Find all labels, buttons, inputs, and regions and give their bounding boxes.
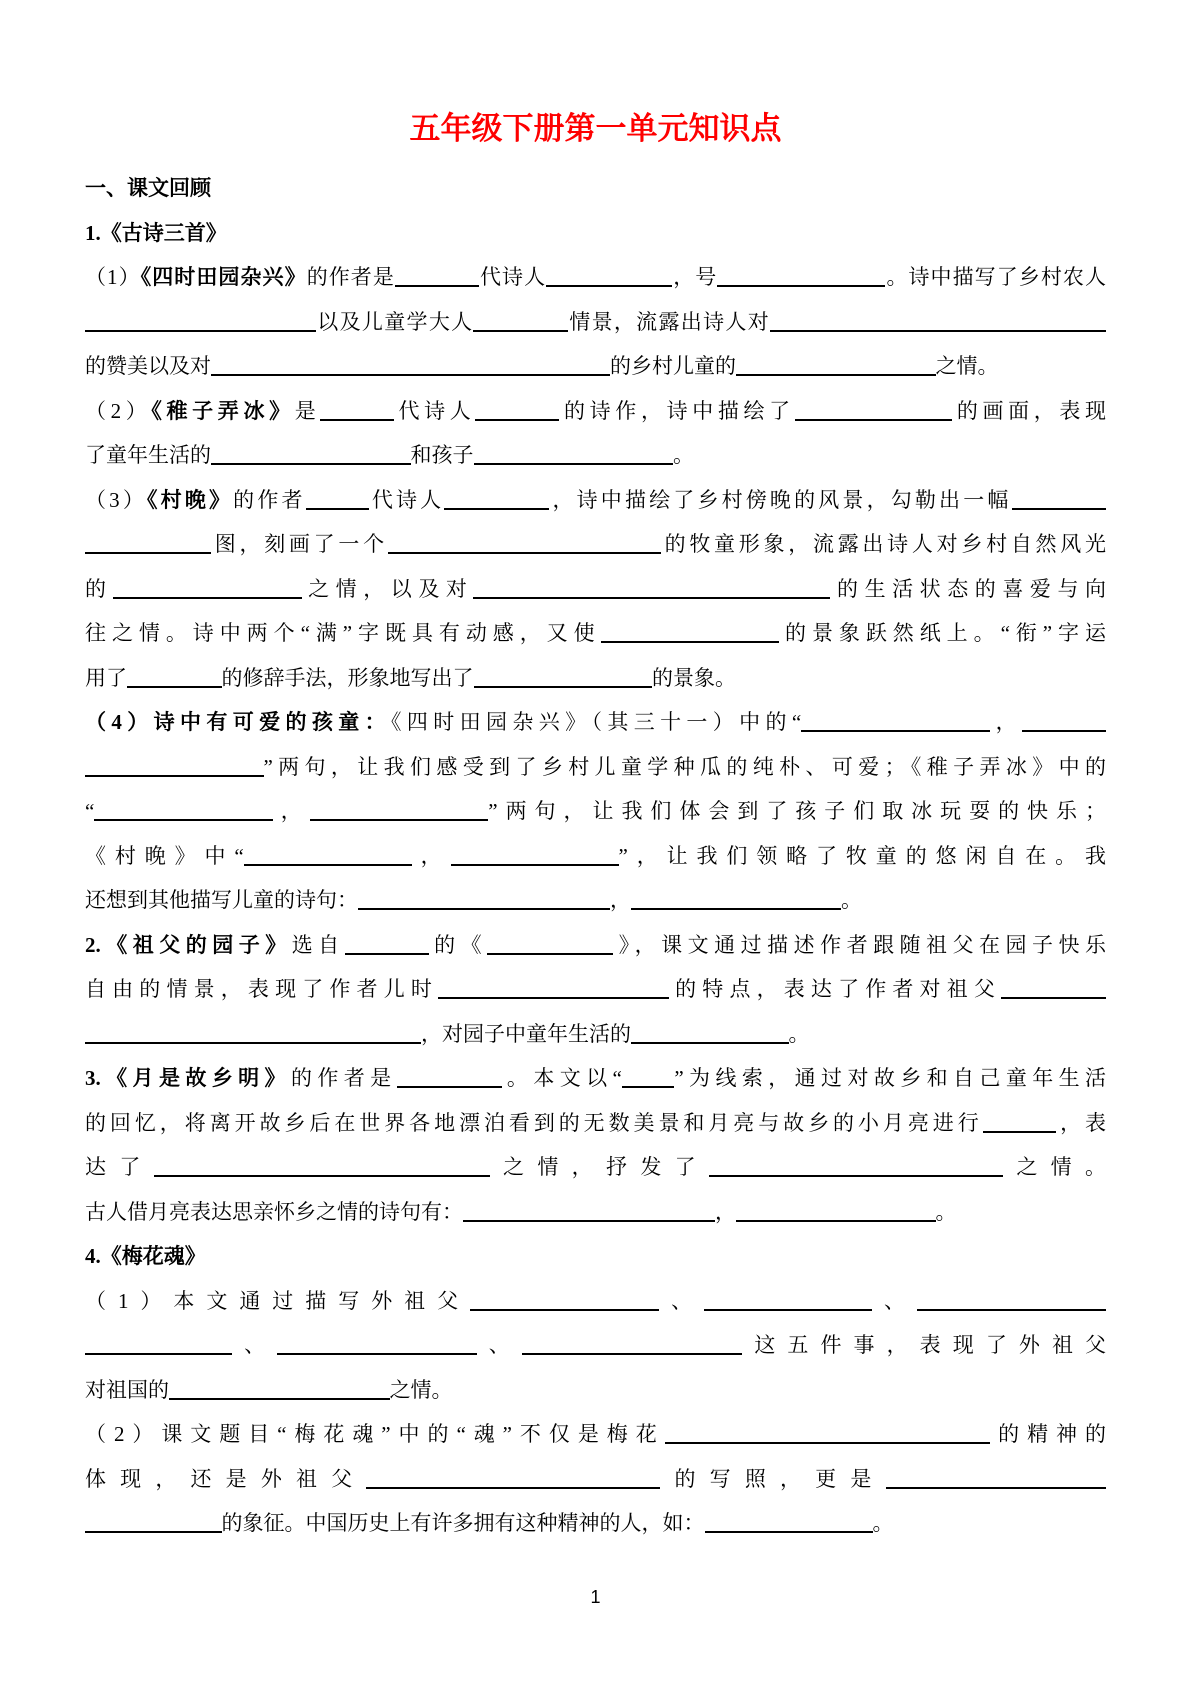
blank-underline: [463, 1220, 715, 1222]
text-run: ”两句，让我们体会到了孩子们取冰玩耍的快乐；: [488, 799, 1106, 823]
blank-underline: [770, 330, 1106, 332]
blank-underline: [244, 864, 412, 866]
text-run: 的精神的: [990, 1422, 1106, 1446]
text-run: ”两句，让我们感受到了乡村儿童学种瓜的纯朴、可爱；《稚子弄冰》中的: [263, 754, 1106, 779]
document-title: 五年级下册第一单元知识点: [409, 111, 782, 146]
document-line: [85, 1501, 1106, 1546]
text-run: 的特点，表达了作者对祖父: [669, 977, 1001, 1001]
page-number: 1: [590, 1587, 601, 1607]
document-line: [85, 1368, 1106, 1413]
blank-underline: [705, 1531, 873, 1533]
blank-underline: [169, 1398, 390, 1400]
blank-underline: [473, 330, 568, 332]
text-run: 《四时田园杂兴》: [140, 265, 307, 289]
text-run: 体现，还是外祖父: [85, 1466, 367, 1491]
text-run: ”为线索，通过对故乡和自己童年生活: [674, 1066, 1106, 1090]
text-run: 达了: [85, 1155, 154, 1179]
text-run: （3）: [85, 487, 147, 512]
text-run: 的画面，表现: [952, 398, 1106, 423]
text-run: 的修辞手法，形象地写出了: [221, 665, 474, 690]
blank-underline: [154, 1175, 490, 1177]
text-run: 2.《祖父的园子》: [85, 932, 292, 957]
document-body: [85, 166, 1106, 1546]
text-run: 以及儿童学大人: [316, 309, 474, 334]
text-run: 的乡村儿童的: [610, 354, 736, 378]
document-line: [85, 967, 1106, 1012]
blank-underline: [85, 775, 264, 777]
blank-underline: [438, 997, 669, 999]
document-line: [85, 1056, 1106, 1101]
blank-underline: [358, 908, 610, 910]
text-run: ，表: [1056, 1110, 1106, 1135]
blank-underline: [320, 419, 394, 421]
text-run: 这五件事，表现了外祖父: [742, 1333, 1106, 1357]
blank-underline: [310, 819, 489, 821]
blank-underline: [704, 1309, 872, 1311]
text-run: 古人借月亮表达思亲怀乡之情的诗句有：: [85, 1199, 463, 1224]
text-run: 自由的情景，表现了作者儿时: [85, 977, 438, 1001]
document-line: [85, 1323, 1106, 1368]
blank-underline: [473, 597, 830, 599]
text-run: 、: [872, 1288, 917, 1313]
text-run: 的作者是: [290, 1066, 397, 1090]
document-line: [85, 1190, 1106, 1235]
blank-underline: [211, 463, 411, 465]
blank-underline: [127, 686, 222, 688]
blank-underline: [546, 285, 672, 287]
text-run: ，: [990, 710, 1022, 734]
text-run: 。: [872, 1511, 894, 1535]
blank-underline: [85, 1042, 421, 1044]
document-line: [85, 433, 1106, 478]
text-run: 》，课文通过描述作者跟随祖父在园子快乐: [613, 932, 1106, 957]
text-run: 代诗人: [368, 487, 445, 512]
text-run: 之情。: [1003, 1155, 1106, 1179]
document-line: [85, 1012, 1106, 1057]
text-run: 和孩子: [410, 443, 474, 467]
blank-underline: [736, 1220, 936, 1222]
blank-underline: [1022, 730, 1106, 732]
text-run: 用了: [85, 665, 127, 690]
text-run: 的作者: [233, 487, 306, 512]
blank-underline: [85, 1353, 232, 1355]
blank-underline: [522, 1353, 743, 1355]
text-run: （2）: [85, 398, 152, 423]
text-run: （2）课文题目“梅花魂”中的“魂”不仅是梅花: [85, 1422, 665, 1446]
document-line: [85, 1101, 1106, 1146]
blank-underline: [1001, 997, 1106, 999]
blank-underline: [795, 419, 953, 421]
text-run: 之情。: [389, 1377, 453, 1402]
document-line: [85, 700, 1106, 745]
text-run: 。: [673, 443, 694, 467]
blank-underline: [631, 1042, 789, 1044]
text-run: ，: [610, 888, 631, 912]
document-line: [85, 611, 1106, 656]
text-run: ”，让我们领略了牧童的悠闲自在。我: [618, 843, 1106, 868]
blank-underline: [717, 285, 885, 287]
blank-underline: [736, 374, 936, 376]
blank-underline: [487, 953, 613, 955]
document-line: [85, 389, 1106, 434]
blank-underline: [475, 419, 559, 421]
blank-underline: [306, 508, 369, 510]
blank-underline: [94, 819, 273, 821]
document-line: [85, 1279, 1106, 1324]
blank-underline: [345, 953, 429, 955]
text-run: ，对园子中童年生活的: [421, 1021, 631, 1046]
blank-underline: [451, 864, 619, 866]
text-run: 图，刻画了一个: [211, 532, 388, 556]
text-run: 代诗人: [478, 265, 547, 289]
document-line: [85, 1457, 1106, 1502]
document-line: [85, 1412, 1106, 1457]
blank-underline: [1012, 508, 1106, 510]
text-run: 。: [935, 1199, 957, 1224]
text-run: 的象征。中国历史上有许多拥有这种精神的人，如：: [221, 1511, 705, 1535]
blank-underline: [113, 597, 302, 599]
text-run: 之情。: [935, 354, 999, 378]
blank-underline: [622, 1086, 675, 1088]
document-line: [85, 1234, 1106, 1279]
text-run: 的牧童形象，流露出诗人对乡村自然风光: [660, 532, 1106, 556]
text-run: 还想到其他描写儿童的诗句：: [85, 888, 358, 912]
text-run: 的生活状态的喜爱与向: [830, 576, 1106, 601]
text-run: 。诗中描写了乡村农人: [885, 265, 1106, 289]
blank-underline: [917, 1309, 1106, 1311]
text-run: 。本文以“: [501, 1066, 622, 1090]
text-run: ，: [272, 799, 310, 823]
text-run: 代诗人: [393, 398, 476, 423]
document-line: [85, 255, 1106, 300]
blank-underline: [277, 1353, 477, 1355]
text-run: 《村晚》: [147, 487, 234, 512]
blank-underline: [85, 552, 211, 554]
text-run: 、: [659, 1288, 705, 1313]
text-run: 的写照，更是: [660, 1466, 886, 1491]
text-run: ，号: [672, 265, 718, 289]
blank-underline: [444, 508, 549, 510]
document-line: [85, 344, 1106, 389]
text-run: 的诗作，诗中描绘了: [559, 398, 795, 423]
text-run: 一、课文回顾: [85, 176, 211, 200]
document-line: [85, 522, 1106, 567]
blank-underline: [601, 641, 780, 643]
text-run: 往之情。诗中两个“满”字既具有动感，又使: [85, 621, 601, 645]
text-run: 的作者是: [306, 265, 395, 289]
text-run: 的: [85, 576, 113, 601]
text-run: 。: [841, 888, 862, 912]
text-run: 的景象。: [652, 665, 736, 690]
text-run: 对祖国的: [85, 1377, 169, 1402]
text-run: 3.《月是故乡明》: [85, 1066, 291, 1090]
text-run: ，诗中描绘了乡村傍晚的风景，勾勒出一幅: [549, 487, 1012, 512]
document-line: [85, 300, 1106, 345]
document-line: [85, 656, 1106, 701]
text-run: 之情，以及对: [301, 576, 474, 601]
text-run: 《四时田园杂兴》（其三十一）中的“: [390, 710, 802, 734]
blank-underline: [709, 1175, 1003, 1177]
text-run: ，: [715, 1199, 736, 1224]
text-run: 之情，抒发了: [489, 1155, 710, 1179]
blank-underline: [474, 686, 653, 688]
document-line: [85, 923, 1106, 968]
blank-underline: [474, 463, 674, 465]
blank-underline: [395, 285, 479, 287]
text-run: 、: [232, 1333, 278, 1357]
text-run: 选自: [291, 932, 345, 957]
document-line: [85, 211, 1106, 256]
text-run: 1.《古诗三首》: [85, 220, 227, 245]
document-line: [85, 745, 1106, 790]
text-run: “: [85, 799, 95, 823]
text-run: ，: [411, 843, 451, 868]
text-run: （4）诗中有可爱的孩童：: [85, 710, 391, 734]
blank-underline: [983, 1131, 1057, 1133]
blank-underline: [631, 908, 841, 910]
blank-underline: [886, 1487, 1106, 1489]
blank-underline: [85, 1531, 222, 1533]
document-line: [85, 567, 1106, 612]
text-run: 是: [294, 398, 321, 423]
document-content: [85, 0, 1106, 1546]
text-run: 的赞美以及对: [85, 354, 211, 378]
document-line: [85, 878, 1106, 923]
text-run: 的景象跃然纸上。“衔”字运: [779, 621, 1106, 645]
text-run: 。: [788, 1021, 810, 1046]
blank-underline: [388, 552, 661, 554]
blank-underline: [397, 1086, 502, 1088]
document-line: [85, 478, 1106, 523]
document-line: [85, 166, 1106, 211]
text-run: 、: [476, 1333, 522, 1357]
blank-underline: [211, 374, 610, 376]
text-run: 的《: [428, 932, 488, 957]
blank-underline: [366, 1487, 660, 1489]
text-run: 了童年生活的: [85, 443, 211, 467]
blank-underline: [801, 730, 990, 732]
blank-underline: [85, 330, 316, 332]
document-line: [85, 1145, 1106, 1190]
text-run: （1）本文通过描写外祖父: [85, 1288, 471, 1313]
text-run: 的回忆，将离开故乡后在世界各地漂泊看到的无数美景和月亮与故乡的小月亮进行: [85, 1110, 983, 1135]
text-run: 情景，流露出诗人对: [567, 309, 771, 334]
text-run: 《稚子弄冰》: [151, 398, 295, 423]
blank-underline: [665, 1442, 991, 1444]
document-line: [85, 789, 1106, 834]
document-line: [85, 834, 1106, 879]
text-run: （1）: [85, 265, 141, 289]
blank-underline: [470, 1309, 659, 1311]
text-run: 4.《梅花魂》: [85, 1244, 206, 1268]
text-run: 《村晚》中“: [85, 843, 244, 868]
